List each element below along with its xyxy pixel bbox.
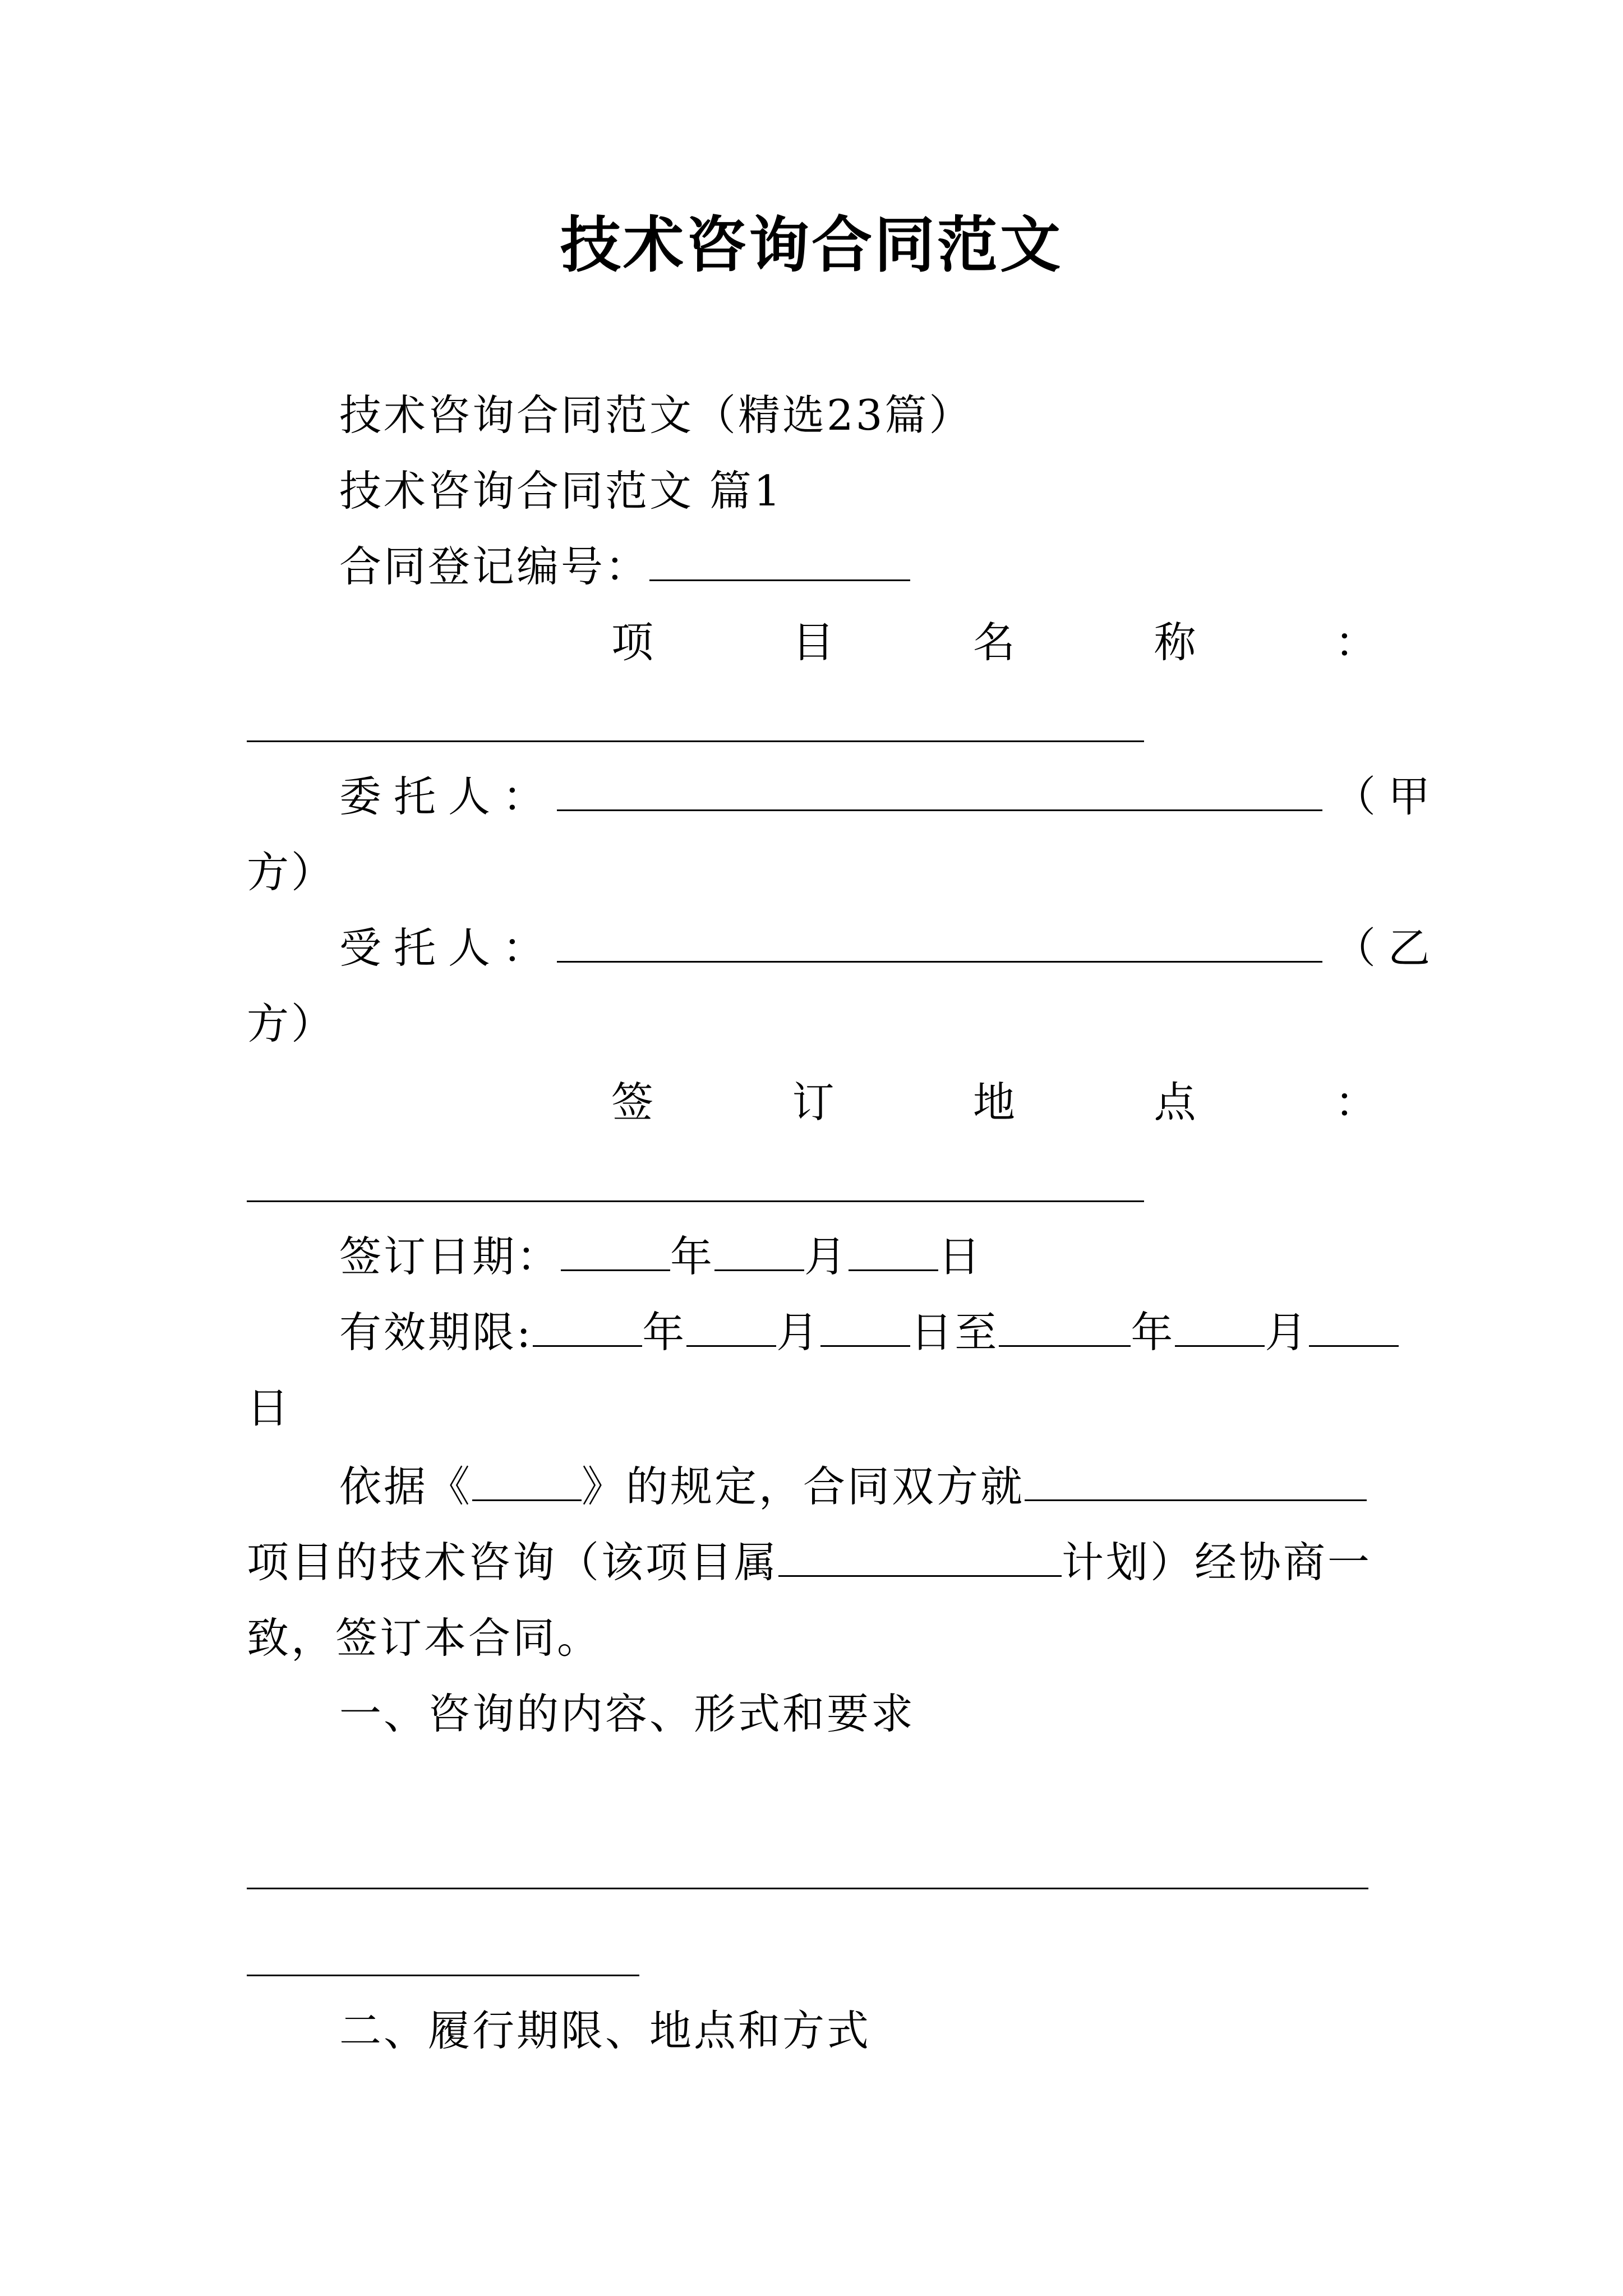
basis-text-d: 计划）经协商一 [1062, 1538, 1372, 1587]
project-blank [1025, 1466, 1367, 1501]
section-1-heading: 一、咨询的内容、形式和要求 [339, 1689, 916, 1738]
signing-place-char: 订 [792, 1078, 834, 1127]
trustee-party-suffix-cont: 方） [247, 999, 336, 1048]
basis-line-3: 致，签订本合同。 [247, 1613, 602, 1663]
basis-text-a: 依据《 [339, 1462, 473, 1511]
project-name-char: 目 [792, 618, 834, 667]
consulting-content-blank-line [247, 1888, 1368, 1889]
registration-number-blank [649, 546, 910, 581]
end-year-blank [999, 1312, 1131, 1347]
basis-text-c: 项目的技术咨询（该项目属 [247, 1538, 779, 1587]
validity-end-day-label: 日 [247, 1383, 292, 1433]
month-blank [714, 1236, 804, 1271]
end-month-label: 月 [1265, 1308, 1310, 1357]
registration-number-label: 合同登记编号： [339, 542, 650, 591]
consulting-content-blank-line [247, 1975, 639, 1976]
project-name-blank [247, 740, 1144, 742]
basis-text-b: 》的规定，合同双方就 [582, 1462, 1025, 1511]
basis-line-2 [247, 1534, 1372, 1590]
signing-date-field [339, 1228, 983, 1285]
signing-place-label [611, 1074, 1377, 1130]
registration-number-field [339, 539, 910, 595]
project-name-char: 名 [972, 618, 1015, 667]
day-blank [849, 1236, 938, 1271]
end-year-label: 年 [1131, 1308, 1175, 1357]
project-name-char: ： [1334, 618, 1377, 667]
validity-field [339, 1304, 1399, 1360]
trustee-field [339, 920, 1442, 976]
year-blank [561, 1236, 670, 1271]
end-month-blank [1175, 1312, 1265, 1347]
start-month-blank [686, 1312, 776, 1347]
document-title: 技术咨询合同范文 [560, 210, 1063, 280]
client-field [339, 769, 1442, 825]
law-name-blank [472, 1466, 582, 1501]
start-month-label: 月 [776, 1308, 821, 1357]
collection-heading: 技术咨询合同范文（精选23篇） [339, 390, 974, 440]
signing-place-char: 地 [972, 1078, 1015, 1127]
section-2-heading: 二、履行期限、地点和方式 [339, 2006, 872, 2055]
piece-heading: 技术咨询合同范文 篇1 [339, 466, 783, 516]
validity-label: 有效期限: [339, 1308, 533, 1357]
signing-place-char: 点 [1154, 1078, 1196, 1127]
client-blank [557, 776, 1322, 811]
client-label: 委托人： [339, 772, 557, 821]
start-year-blank [533, 1312, 642, 1347]
basis-line-1 [339, 1458, 1367, 1515]
signing-date-label: 签订日期： [339, 1232, 561, 1281]
client-party-suffix-cont: 方） [247, 848, 336, 897]
day-label: 日 [938, 1232, 983, 1281]
signing-place-char: 签 [611, 1078, 654, 1127]
signing-place-blank [247, 1200, 1144, 1202]
year-label: 年 [670, 1232, 715, 1281]
month-label: 月 [804, 1232, 849, 1281]
start-year-label: 年 [642, 1308, 687, 1357]
project-name-label [611, 614, 1377, 670]
client-party-suffix: （甲 [1334, 772, 1443, 821]
project-name-char: 称 [1154, 618, 1196, 667]
plan-blank [778, 1542, 1062, 1577]
start-day-to-label: 日至 [910, 1308, 999, 1357]
end-day-blank [1309, 1312, 1399, 1347]
trustee-blank [557, 927, 1322, 963]
start-day-blank [820, 1312, 910, 1347]
trustee-label: 受托人： [339, 923, 557, 973]
signing-place-char: ： [1334, 1078, 1377, 1127]
trustee-party-suffix: （乙 [1334, 923, 1443, 973]
project-name-char: 项 [611, 618, 654, 667]
